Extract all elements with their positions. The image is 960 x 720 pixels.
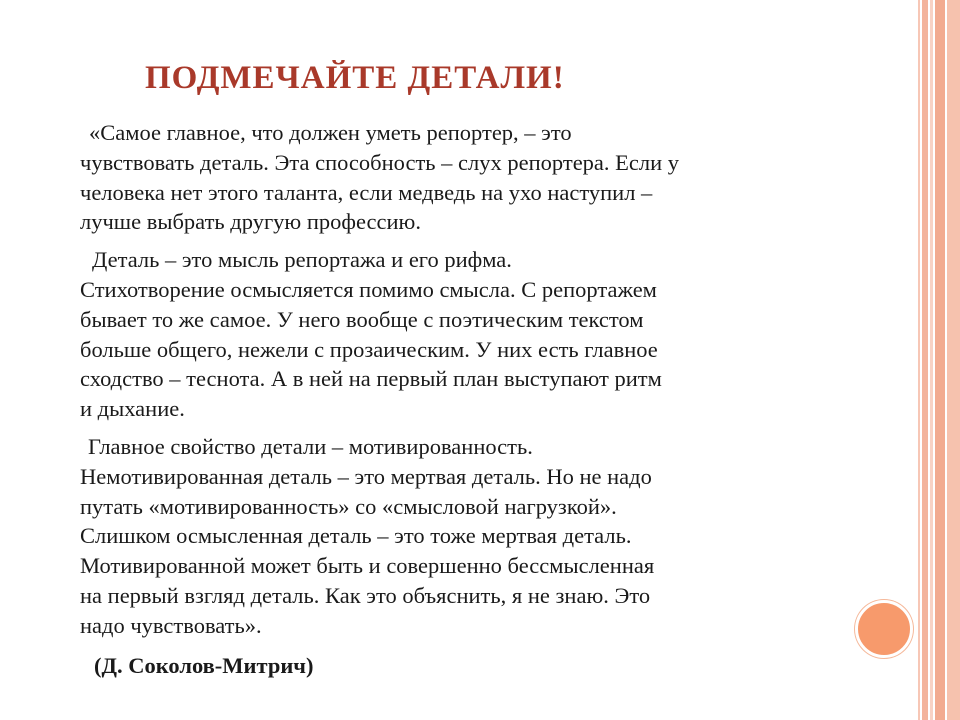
text-line: лучше выбрать другую профессию.: [80, 209, 421, 235]
text-line: Деталь – это мысль репортажа и его рифма.: [92, 247, 512, 273]
decorative-stripe: [918, 0, 920, 720]
quote-paragraph-2: [80, 245, 840, 424]
decorative-stripe: [930, 0, 933, 720]
decorative-stripe: [935, 0, 945, 720]
text-line: Главное свойство детали – мотивированность.: [88, 433, 533, 459]
slide-title: ПОДМЕЧАЙТЕ ДЕТАЛИ!: [145, 60, 565, 96]
decorative-stripe: [947, 0, 960, 720]
decorative-stripe: [922, 0, 928, 720]
quote-paragraph-3: [80, 432, 840, 641]
text-line: надо чувствовать».: [80, 612, 262, 638]
text-line: Слишком осмысленная деталь – это тоже мертвая деталь.: [80, 523, 632, 549]
text-line: на первый взгляд деталь. Как это объяснить, я не знаю. Это: [80, 582, 651, 608]
decorative-circle-icon: [855, 600, 913, 658]
text-line: «Самое главное, что должен уметь репортер, – это: [89, 120, 572, 145]
text-line: Мотивированной может быть и совершенно бессмысленная: [80, 553, 655, 579]
text-line: чувствовать деталь. Эта способность – слух репортера. Если у: [80, 149, 680, 175]
text-line: сходство – теснота. А в ней на первый план выступают ритм: [80, 366, 662, 392]
text-line: больше общего, нежели с прозаическим. У них есть главное: [80, 336, 658, 362]
quote-paragraph-1: [80, 118, 840, 237]
text-line: Стихотворение осмысляется помимо смысла. С репортажем: [80, 276, 657, 302]
text-line: путать «мотивированность» со «смысловой нагрузкой».: [80, 493, 617, 519]
text-line: человека нет этого таланта, если медведь на ухо наступил –: [80, 179, 653, 205]
text-line: бывает то же самое. У него вообще с поэтическим текстом: [80, 306, 644, 332]
slide-body: [80, 118, 840, 681]
quote-author: (Д. Соколов-Митрич): [94, 652, 314, 678]
text-line: Немотивированная деталь – это мертвая деталь. Но не надо: [80, 463, 652, 489]
text-line: и дыхание.: [80, 396, 185, 422]
